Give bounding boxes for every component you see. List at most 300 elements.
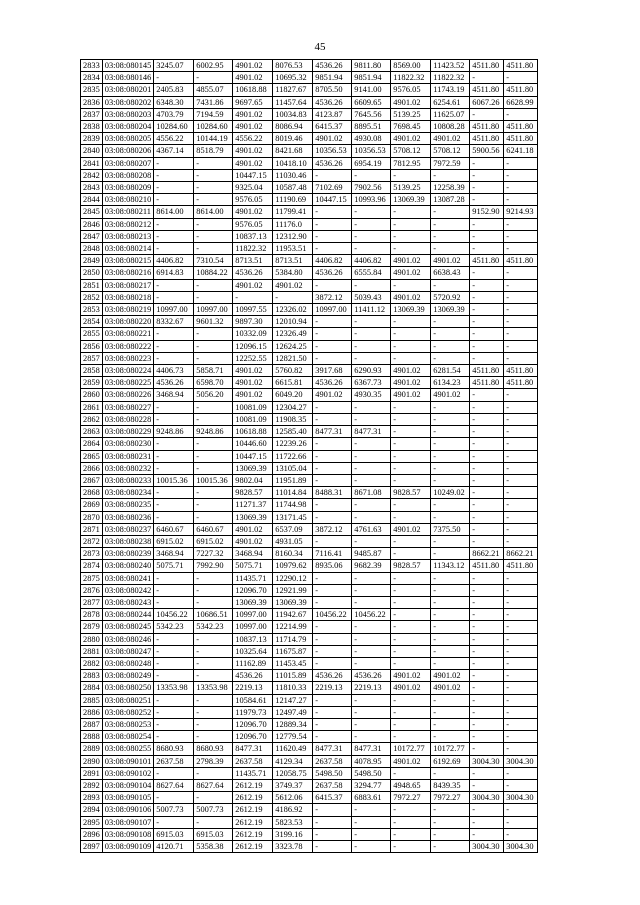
value-cell: - xyxy=(504,511,538,523)
value-cell: 8935.06 xyxy=(313,560,352,572)
value-cell: 11162.89 xyxy=(233,657,273,669)
table-row xyxy=(81,804,538,816)
row-id-cell: 2845 xyxy=(81,206,103,218)
value-cell: 6915.03 xyxy=(154,828,194,840)
value-cell: 10284.60 xyxy=(154,121,194,133)
value-cell: 6954.19 xyxy=(352,157,391,169)
value-cell: 4901.02 xyxy=(233,535,273,547)
value-cell: - xyxy=(470,450,504,462)
value-cell: 4901.02 xyxy=(391,523,431,535)
value-cell: 11743.19 xyxy=(431,84,470,96)
value-cell: 2612.19 xyxy=(233,779,273,791)
code-cell: 03:08:080221 xyxy=(102,328,154,340)
value-cell: 4511.80 xyxy=(504,560,538,572)
value-cell: 4536.26 xyxy=(233,670,273,682)
value-cell: 6415.37 xyxy=(313,792,352,804)
value-cell: - xyxy=(470,816,504,828)
value-cell: - xyxy=(504,450,538,462)
row-id-cell: 2852 xyxy=(81,291,103,303)
value-cell: - xyxy=(470,670,504,682)
value-cell: - xyxy=(194,401,233,413)
row-id-cell: 2897 xyxy=(81,841,103,853)
value-cell: 8895.51 xyxy=(352,121,391,133)
value-cell: - xyxy=(504,218,538,230)
value-cell: 11908.35 xyxy=(273,413,313,425)
table-row xyxy=(81,291,538,303)
code-cell: 03:08:080255 xyxy=(102,743,154,755)
value-cell: - xyxy=(352,621,391,633)
value-cell: 4901.02 xyxy=(391,670,431,682)
value-cell: 10081.09 xyxy=(233,413,273,425)
value-cell: 9601.32 xyxy=(194,316,233,328)
value-cell: - xyxy=(352,316,391,328)
row-id-cell: 2891 xyxy=(81,767,103,779)
value-cell: - xyxy=(391,548,431,560)
value-cell: - xyxy=(154,291,194,303)
value-cell: - xyxy=(154,279,194,291)
value-cell: - xyxy=(194,413,233,425)
value-cell: 6241.18 xyxy=(504,145,538,157)
value-cell: 8614.00 xyxy=(194,206,233,218)
row-id-cell: 2877 xyxy=(81,596,103,608)
code-cell: 03:08:080234 xyxy=(102,487,154,499)
row-id-cell: 2843 xyxy=(81,182,103,194)
value-cell: 2219.13 xyxy=(352,682,391,694)
table-row xyxy=(81,377,538,389)
code-cell: 03:08:080251 xyxy=(102,694,154,706)
value-cell: 4511.80 xyxy=(504,60,538,72)
value-cell: - xyxy=(431,633,470,645)
value-cell: - xyxy=(313,584,352,596)
code-cell: 03:08:080222 xyxy=(102,340,154,352)
row-id-cell: 2854 xyxy=(81,316,103,328)
table-row xyxy=(81,279,538,291)
value-cell: 4901.02 xyxy=(233,389,273,401)
table-row xyxy=(81,584,538,596)
value-cell: 7992.90 xyxy=(194,560,233,572)
table-row xyxy=(81,462,538,474)
value-cell: 5342.23 xyxy=(194,621,233,633)
table-row xyxy=(81,157,538,169)
value-cell: 4129.34 xyxy=(273,755,313,767)
value-cell: 4901.02 xyxy=(233,72,273,84)
value-cell: 11722.66 xyxy=(273,450,313,462)
value-cell: - xyxy=(504,621,538,633)
value-cell: 2637.58 xyxy=(313,779,352,791)
value-cell: - xyxy=(391,718,431,730)
value-cell: 10997.00 xyxy=(154,304,194,316)
value-cell: 4536.26 xyxy=(233,267,273,279)
row-id-cell: 2896 xyxy=(81,828,103,840)
code-cell: 03:08:080232 xyxy=(102,462,154,474)
row-id-cell: 2886 xyxy=(81,706,103,718)
value-cell: 11030.46 xyxy=(273,169,313,181)
value-cell: - xyxy=(470,523,504,535)
code-cell: 03:08:090108 xyxy=(102,828,154,840)
value-cell: - xyxy=(313,657,352,669)
value-cell: - xyxy=(313,218,352,230)
value-cell: - xyxy=(391,426,431,438)
table-row xyxy=(81,694,538,706)
value-cell: - xyxy=(504,157,538,169)
value-cell: - xyxy=(470,243,504,255)
code-cell: 03:08:080242 xyxy=(102,584,154,596)
value-cell: 3917.68 xyxy=(313,365,352,377)
value-cell: 2219.13 xyxy=(233,682,273,694)
value-cell: - xyxy=(431,731,470,743)
value-cell: 9325.04 xyxy=(233,182,273,194)
value-cell: 4931.05 xyxy=(273,535,313,547)
code-cell: 03:08:080206 xyxy=(102,145,154,157)
value-cell: - xyxy=(504,499,538,511)
value-cell: 11435.71 xyxy=(233,767,273,779)
code-cell: 03:08:080239 xyxy=(102,548,154,560)
value-cell: 13353.98 xyxy=(154,682,194,694)
value-cell: 11822.32 xyxy=(233,243,273,255)
value-cell: 6067.26 xyxy=(470,96,504,108)
row-id-cell: 2844 xyxy=(81,194,103,206)
row-id-cell: 2838 xyxy=(81,121,103,133)
value-cell: - xyxy=(313,499,352,511)
value-cell: - xyxy=(194,731,233,743)
value-cell: 4901.02 xyxy=(391,133,431,145)
value-cell: - xyxy=(470,706,504,718)
value-cell: 10997.55 xyxy=(233,304,273,316)
value-cell: 6883.61 xyxy=(352,792,391,804)
value-cell: 4901.02 xyxy=(391,291,431,303)
table-row xyxy=(81,133,538,145)
value-cell: 10447.15 xyxy=(313,194,352,206)
row-id-cell: 2847 xyxy=(81,230,103,242)
value-cell: - xyxy=(504,487,538,499)
value-cell: 4901.02 xyxy=(233,108,273,120)
table-row xyxy=(81,621,538,633)
code-cell: 03:08:080208 xyxy=(102,169,154,181)
value-cell: 11827.67 xyxy=(273,84,313,96)
value-cell: - xyxy=(391,169,431,181)
value-cell: - xyxy=(470,682,504,694)
value-cell: - xyxy=(391,243,431,255)
value-cell: - xyxy=(470,108,504,120)
value-cell: - xyxy=(391,621,431,633)
value-cell: 9897.30 xyxy=(233,316,273,328)
value-cell: - xyxy=(504,352,538,364)
row-id-cell: 2868 xyxy=(81,487,103,499)
value-cell: 2612.19 xyxy=(233,804,273,816)
table-row xyxy=(81,682,538,694)
value-cell: - xyxy=(391,572,431,584)
value-cell: - xyxy=(470,462,504,474)
value-cell: 3749.37 xyxy=(273,779,313,791)
code-cell: 03:08:080243 xyxy=(102,596,154,608)
value-cell: 5720.92 xyxy=(431,291,470,303)
value-cell: - xyxy=(431,316,470,328)
table-row xyxy=(81,194,538,206)
page-number: 45 xyxy=(314,41,326,53)
value-cell: 11015.89 xyxy=(273,670,313,682)
value-cell: 10034.83 xyxy=(273,108,313,120)
value-cell: - xyxy=(194,182,233,194)
value-cell: - xyxy=(431,450,470,462)
row-id-cell: 2878 xyxy=(81,609,103,621)
value-cell: - xyxy=(154,401,194,413)
table-row xyxy=(81,230,538,242)
value-cell: 10456.22 xyxy=(352,609,391,621)
value-cell: 10172.77 xyxy=(431,743,470,755)
value-cell: 4948.65 xyxy=(391,779,431,791)
value-cell: - xyxy=(504,694,538,706)
row-id-cell: 2860 xyxy=(81,389,103,401)
value-cell: - xyxy=(194,352,233,364)
table-row xyxy=(81,487,538,499)
value-cell: 8569.00 xyxy=(391,60,431,72)
value-cell: - xyxy=(504,194,538,206)
value-cell: 2612.19 xyxy=(233,841,273,853)
value-cell: 10447.15 xyxy=(233,169,273,181)
value-cell: 9828.57 xyxy=(233,487,273,499)
value-cell: 10456.22 xyxy=(154,609,194,621)
value-cell: - xyxy=(154,694,194,706)
value-cell: - xyxy=(154,157,194,169)
table-row xyxy=(81,328,538,340)
code-cell: 03:08:080145 xyxy=(102,60,154,72)
value-cell: - xyxy=(154,352,194,364)
value-cell: - xyxy=(431,804,470,816)
value-cell: - xyxy=(431,596,470,608)
code-cell: 03:08:080216 xyxy=(102,267,154,279)
code-cell: 03:08:080209 xyxy=(102,182,154,194)
value-cell: - xyxy=(504,243,538,255)
value-cell: - xyxy=(313,816,352,828)
row-id-cell: 2893 xyxy=(81,792,103,804)
table-row xyxy=(81,718,538,730)
value-cell: - xyxy=(352,633,391,645)
value-cell: - xyxy=(313,718,352,730)
code-cell: 03:08:080235 xyxy=(102,499,154,511)
value-cell: - xyxy=(504,535,538,547)
row-id-cell: 2895 xyxy=(81,816,103,828)
value-cell: - xyxy=(194,169,233,181)
value-cell: - xyxy=(313,279,352,291)
value-cell: - xyxy=(154,584,194,596)
value-cell: - xyxy=(154,328,194,340)
value-cell: - xyxy=(194,291,233,303)
value-cell: - xyxy=(154,438,194,450)
value-cell: - xyxy=(154,487,194,499)
code-cell: 03:08:080201 xyxy=(102,84,154,96)
value-cell: 12239.26 xyxy=(273,438,313,450)
value-cell: 8477.31 xyxy=(352,426,391,438)
data-table xyxy=(80,59,538,853)
value-cell: 4901.02 xyxy=(391,267,431,279)
value-cell: 11343.12 xyxy=(431,560,470,572)
value-cell: 6192.69 xyxy=(431,755,470,767)
value-cell: - xyxy=(504,304,538,316)
value-cell: - xyxy=(194,328,233,340)
value-cell: 4901.02 xyxy=(233,60,273,72)
value-cell: - xyxy=(313,462,352,474)
value-cell: - xyxy=(470,426,504,438)
value-cell: 5498.50 xyxy=(313,767,352,779)
value-cell: 11675.87 xyxy=(273,645,313,657)
row-id-cell: 2839 xyxy=(81,133,103,145)
value-cell: - xyxy=(504,572,538,584)
value-cell: - xyxy=(391,731,431,743)
value-cell: 11620.49 xyxy=(273,743,313,755)
code-cell: 03:08:080213 xyxy=(102,230,154,242)
value-cell: - xyxy=(352,596,391,608)
code-cell: 03:08:080225 xyxy=(102,377,154,389)
value-cell: 3004.30 xyxy=(504,841,538,853)
table-row xyxy=(81,499,538,511)
value-cell: 11953.51 xyxy=(273,243,313,255)
value-cell: - xyxy=(313,596,352,608)
value-cell: - xyxy=(470,645,504,657)
value-cell: - xyxy=(352,169,391,181)
table-row xyxy=(81,182,538,194)
value-cell: - xyxy=(391,596,431,608)
row-id-cell: 2867 xyxy=(81,474,103,486)
value-cell: 7902.56 xyxy=(352,182,391,194)
row-id-cell: 2869 xyxy=(81,499,103,511)
value-cell: - xyxy=(194,767,233,779)
value-cell: 8680.93 xyxy=(154,743,194,755)
row-id-cell: 2879 xyxy=(81,621,103,633)
value-cell: 10446.60 xyxy=(233,438,273,450)
value-cell: 10284.60 xyxy=(194,121,233,133)
value-cell: 7102.69 xyxy=(313,182,352,194)
value-cell: - xyxy=(504,609,538,621)
value-cell: 8086.94 xyxy=(273,121,313,133)
value-cell: - xyxy=(352,572,391,584)
value-cell: - xyxy=(313,633,352,645)
value-cell: - xyxy=(470,474,504,486)
value-cell: - xyxy=(504,743,538,755)
value-cell: - xyxy=(470,304,504,316)
value-cell: 5342.23 xyxy=(154,621,194,633)
row-id-cell: 2841 xyxy=(81,157,103,169)
code-cell: 03:08:080240 xyxy=(102,560,154,572)
value-cell: 10997.00 xyxy=(233,609,273,621)
value-cell: - xyxy=(352,694,391,706)
value-cell: 8019.46 xyxy=(273,133,313,145)
row-id-cell: 2833 xyxy=(81,60,103,72)
value-cell: 12921.99 xyxy=(273,584,313,596)
value-cell: - xyxy=(391,230,431,242)
value-cell: - xyxy=(352,340,391,352)
code-cell: 03:08:080244 xyxy=(102,609,154,621)
row-id-cell: 2864 xyxy=(81,438,103,450)
value-cell: 4901.02 xyxy=(431,133,470,145)
value-cell: - xyxy=(194,596,233,608)
value-cell: - xyxy=(352,645,391,657)
value-cell: - xyxy=(194,218,233,230)
value-cell: - xyxy=(470,609,504,621)
value-cell: - xyxy=(154,230,194,242)
value-cell: 8518.79 xyxy=(194,145,233,157)
value-cell: - xyxy=(470,487,504,499)
value-cell: - xyxy=(470,316,504,328)
value-cell: - xyxy=(470,352,504,364)
value-cell: - xyxy=(391,841,431,853)
value-cell: 11744.98 xyxy=(273,499,313,511)
value-cell: - xyxy=(504,706,538,718)
value-cell: 9248.86 xyxy=(154,426,194,438)
value-cell: 4901.02 xyxy=(313,389,352,401)
value-cell: - xyxy=(431,816,470,828)
value-cell: 10997.00 xyxy=(233,621,273,633)
row-id-cell: 2890 xyxy=(81,755,103,767)
value-cell: - xyxy=(194,279,233,291)
table-row xyxy=(81,316,538,328)
value-cell: - xyxy=(154,633,194,645)
value-cell: - xyxy=(352,243,391,255)
row-id-cell: 2873 xyxy=(81,548,103,560)
value-cell: - xyxy=(194,584,233,596)
value-cell: 12096.70 xyxy=(233,584,273,596)
value-cell: - xyxy=(352,438,391,450)
value-cell: 6598.70 xyxy=(194,377,233,389)
value-cell: - xyxy=(504,657,538,669)
value-cell: - xyxy=(504,401,538,413)
value-cell: - xyxy=(391,694,431,706)
value-cell: 10144.19 xyxy=(194,133,233,145)
value-cell: 7375.50 xyxy=(431,523,470,535)
table-row xyxy=(81,670,538,682)
value-cell: - xyxy=(313,230,352,242)
value-cell: 6254.61 xyxy=(431,96,470,108)
code-cell: 03:08:080146 xyxy=(102,72,154,84)
table-row xyxy=(81,657,538,669)
value-cell: 4511.80 xyxy=(470,365,504,377)
value-cell: 8627.64 xyxy=(154,779,194,791)
value-cell: - xyxy=(470,694,504,706)
value-cell: 9485.87 xyxy=(352,548,391,560)
value-cell: 6049.20 xyxy=(273,389,313,401)
value-cell: 8076.53 xyxy=(273,60,313,72)
value-cell: - xyxy=(352,706,391,718)
row-id-cell: 2842 xyxy=(81,169,103,181)
value-cell: - xyxy=(470,621,504,633)
value-cell: 10447.15 xyxy=(233,450,273,462)
value-cell: 4511.80 xyxy=(470,133,504,145)
value-cell: 13069.39 xyxy=(391,304,431,316)
value-cell: - xyxy=(313,841,352,853)
value-cell: 4511.80 xyxy=(470,84,504,96)
value-cell: - xyxy=(313,243,352,255)
value-cell: 10997.00 xyxy=(313,304,352,316)
value-cell: - xyxy=(154,340,194,352)
code-cell: 03:08:080241 xyxy=(102,572,154,584)
value-cell: - xyxy=(431,706,470,718)
value-cell: 4901.02 xyxy=(391,96,431,108)
value-cell: 10015.36 xyxy=(194,474,233,486)
value-cell: 6615.81 xyxy=(273,377,313,389)
code-cell: 03:08:080253 xyxy=(102,718,154,730)
value-cell: - xyxy=(194,670,233,682)
value-cell: 12096.70 xyxy=(233,731,273,743)
value-cell: 10584.61 xyxy=(233,694,273,706)
value-cell: - xyxy=(470,169,504,181)
value-cell: 9697.65 xyxy=(233,96,273,108)
value-cell: 10015.36 xyxy=(154,474,194,486)
value-cell: - xyxy=(504,182,538,194)
value-cell: 13087.28 xyxy=(431,194,470,206)
value-cell: 7194.59 xyxy=(194,108,233,120)
value-cell: 10686.51 xyxy=(194,609,233,621)
value-cell: - xyxy=(431,572,470,584)
value-cell: - xyxy=(352,401,391,413)
